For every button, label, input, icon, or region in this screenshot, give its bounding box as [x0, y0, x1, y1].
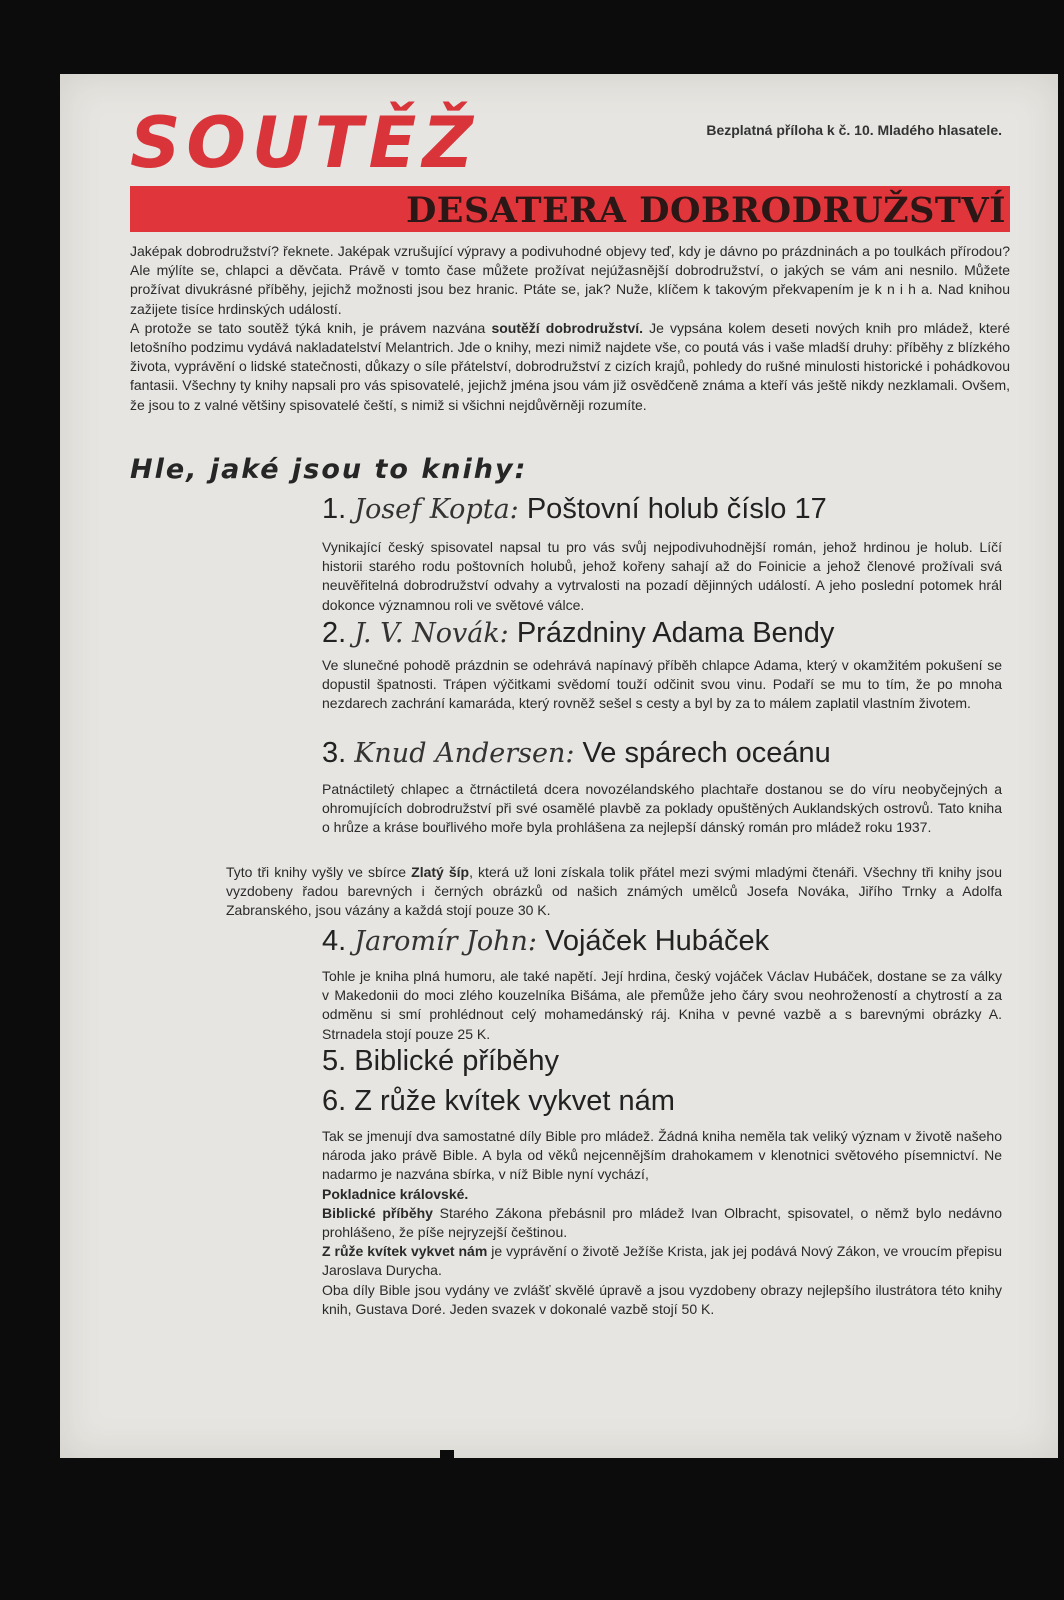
banner-title: DESATERA DOBRODRUŽSTVÍ: [405, 190, 1006, 231]
book-5-number: 5.: [322, 1045, 347, 1077]
book-2-description: [322, 656, 1002, 714]
intro-p2-end: Je vypsána kolem deseti nových knih pro mládež, které letošního podzimu vydává nakladatelství Melantrich. Jde o knihy, mezi nimiž najdete vše, co poutá vás i vaše mladší druhy: příběhy z blízkého života, vyprávění o lidské statečnosti, důkazy o síle přátelství, dobrodružství z cizích krajů, pohledy do rušné minulosti historické i pohádkovou fantasii. Všechny ty knihy napsali pro vás spisovatelé, jejichž jména jsou vám již osvědčeně známa a kteří vás ještě nikdy nezklamali. Ovšem, že jsou to z valné většiny spisovatelé čeští, s nimiž si všichni nejdůvěrněji rozumíte.: [130, 319, 1011, 413]
series-note-start: Tyto tři knihy vyšly ve sbírce: [226, 864, 412, 880]
book-2-number: 2.: [322, 617, 347, 649]
book-1-title: Poštovní holub číslo 17: [526, 493, 827, 525]
bible-collection-line: [322, 1185, 1002, 1204]
contest-title: SOUTĚŽ: [130, 102, 480, 184]
book-6-title: Z růže kvítek vykvet nám: [354, 1085, 675, 1117]
book-2-desc-text: Ve slunečné pohodě prázdnin se odehrává napínavý příběh chlapce Adama, který v okamžitém pokušení se dopustil špatnosti. Trápen výčitkami svědomí touží odčinit svou vinu. Podaří se mu to tím, že po mnoha nezdarech zachrání kamaráda, který rovněž sešel s cesty a byl by za to málem zaplatil vlastním životem.: [322, 657, 1002, 712]
intro-paragraph-1: Jaképak dobrodružství? řeknete. Jaképak vzrušující výpravy a podivuhodné objevy teď, kdy je dávno po prázdninách a po toulkách přírodou? Ale mýlíte se, chlapci a děvčata. Právě v tomto čase můžete prožívat nejúžasnější dobrodružství, o jakých se vám ani nesnilo. Můžete prožívat divukrásné příběhy, jejichž možnosti jsou bez hranic. Ptáte se, jak? Nuže, klíčem k takovým překvapením je k n i h a. Nad knihou zažijete tisíce hrdinských událostí.: [130, 243, 1010, 317]
intro-paragraph-2: [130, 319, 1010, 415]
book-2-title: Prázdniny Adama Bendy: [516, 617, 835, 649]
supplement-note: Bezplatná příloha k č. 10. Mladého hlasatele.: [706, 122, 1002, 138]
book-4-number: 4.: [322, 925, 347, 957]
book-3-title: Ve spárech oceánu: [582, 737, 831, 769]
book-4-description: [322, 967, 1002, 1044]
intro-p2-bold: soutěží dobrodružství.: [491, 319, 644, 336]
title-banner: [130, 186, 1010, 232]
book-4-desc-text: Tohle je kniha plná humoru, ale také napětí. Její hrdina, český vojáček Václav Hubáček, dostane se za války v Makedonii do moci zlého kouzelníka Bišáma, ale přemůže jeho čáry svou neohrožeností a chytrostí a za odměnu si smí prohlédnout celý mohamedánský ráj. Kniha v pevné vazbě a s barevnými obrázky A. Strnadela stojí pouze 25 K.: [322, 968, 1002, 1042]
book-2-author: J. V. Novák:: [354, 618, 509, 649]
book-2-heading: [322, 618, 834, 650]
series-note-end: , která už loni získala tolik přátel mezi svými mladými čtenáři. Všechny tři knihy jsou vyzdobeny řadou barevných i černých obrázků od našich známých umělců Josefa Nováka, Jiřího Trnky a Adolfa Zabranského, jsou vázány a každá stojí pouze 30 K.: [226, 864, 1002, 919]
book-6-heading: [322, 1086, 675, 1118]
bible-p2-text: Starého Zákona přebásnil pro mládež Ivan Olbracht, spisovatel, o němž bylo nedávno prohlášeno, že píše nejryzejší češtinou.: [322, 1204, 1002, 1241]
book-3-desc-text: Patnáctiletý chlapec a čtrnáctiletá dcera novozélandského plachtaře dostanou se do víru neobyčejných a ohromujících dobrodružství při své osamělé plavbě za poklady opuštěných Auklandských ostrovů. Tato kniha o hrůze a kráse bouřlivého moře byla prohlášena za nejlepší dánský román pro mládež roku 1937.: [322, 781, 1002, 836]
intro-text: [130, 242, 1010, 415]
series-name: Zlatý šíp: [411, 864, 470, 880]
bible-p2-title: Biblické příběhy: [322, 1204, 433, 1221]
book-4-heading: [322, 926, 769, 958]
bible-p3-text: je vyprávění o životě Ježíše Krista, jak jej podává Nový Zákon, ve vroucím přepisu Jaroslava Durycha.: [322, 1243, 1002, 1279]
bible-paragraph-4: Oba díly Bible jsou vydány ve zvlášť skvělé úpravě a jsou vyzdobeny obrazy nejlepšího ilustrátora této knihy knih, Gustava Doré. Jeden svazek v dokonalé vazbě stojí 50 K.: [322, 1281, 1002, 1317]
book-3-heading: [322, 738, 831, 770]
book-1-description: [322, 538, 1002, 615]
book-6-number: 6.: [322, 1085, 347, 1117]
book-4-title: Vojáček Hubáček: [545, 925, 770, 957]
bible-collection-name: Pokladnice královské.: [322, 1185, 469, 1202]
series-note: [226, 863, 1002, 921]
book-3-number: 3.: [322, 737, 347, 769]
bible-p3-title: Z růže kvítek vykvet nám: [322, 1243, 488, 1260]
book-5-title: Biblické příběhy: [354, 1045, 559, 1077]
bible-paragraph-2: [322, 1204, 1002, 1242]
book-5-heading: [322, 1046, 559, 1078]
book-1-heading: [322, 494, 827, 526]
book-1-author: Josef Kopta:: [354, 494, 519, 525]
bible-description: [322, 1127, 1002, 1319]
bible-paragraph-1: Tak se jmenují dva samostatné díly Bible pro mládež. Žádná kniha neměla tak veliký význam v životě našeho národa jako právě Bible. A byla od věků nejcennějším drahokamem v klenotnici světového písemnictví. Ne nadarmo je nazvána sbírka, v níž Bible nyní vychází,: [322, 1128, 1002, 1183]
book-1-number: 1.: [322, 493, 347, 525]
book-4-author: Jaromír John:: [354, 926, 538, 957]
intro-p2-start: A protože se tato soutěž týká knih, je právem nazvána: [130, 319, 492, 336]
bible-paragraph-3: [322, 1242, 1002, 1280]
book-3-description: [322, 780, 1002, 838]
book-3-author: Knud Andersen:: [354, 738, 575, 769]
book-1-desc-text: Vynikající český spisovatel napsal tu pro vás svůj nejpodivuhodnější román, jehož hrdinou je holub. Líčí historii starého rodu poštovních holubů, jehož kořeny sahají až do Foinicie a jehož členové prožívali svá neuvěřitelná dobrodružství odvahy a vytrvalosti na pozadí dějinných událostí. A jeho poslední potomek hrál dokonce významnou roli ve světové válce.: [322, 539, 1002, 613]
paper-sheet: [60, 74, 1058, 1458]
books-heading: Hle, jaké jsou to knihy:: [130, 454, 528, 485]
